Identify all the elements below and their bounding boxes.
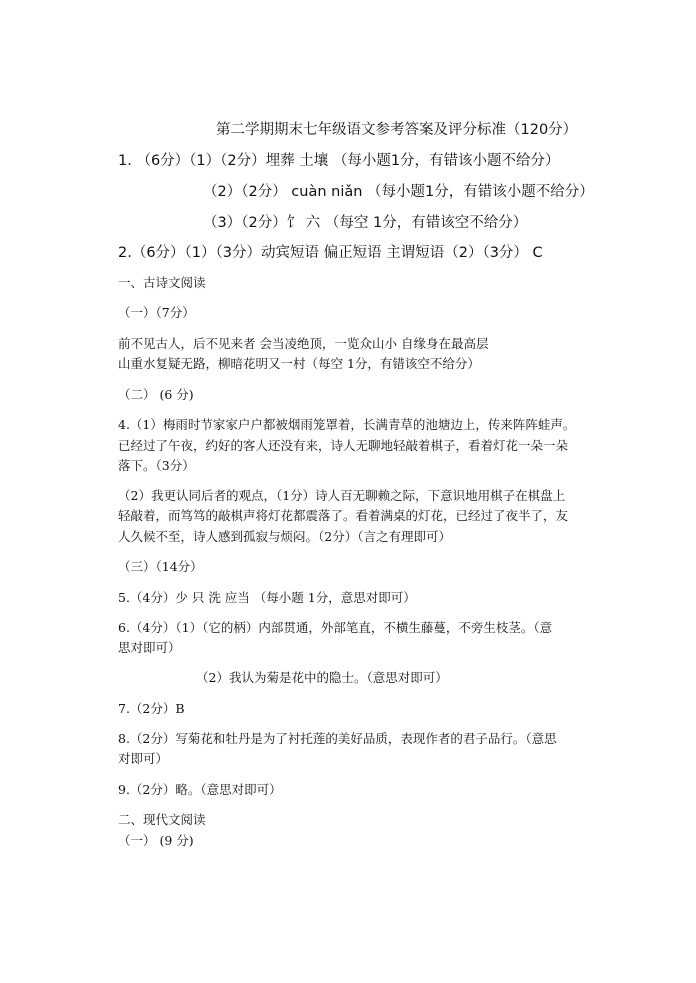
answer-q1-part1: 1. （6分）（1）（2分）埋葬 土壤 （每小题1分，有错该小题不给分） bbox=[118, 153, 560, 169]
answer-q2: 2.（6分）（1）（3分）动宾短语 偏正短语 主谓短语（2）（3分） C bbox=[118, 245, 543, 261]
answer-q1-part3: （3）（2分）饣 六 （每空 1分，有错该空不给分） bbox=[203, 215, 528, 231]
section-heading-classical: 一、古诗文阅读 bbox=[118, 275, 206, 290]
answer-q4-2-line3: 人久候不至，诗人感到孤寂与烦闷。（2分）（言之有理即可） bbox=[118, 529, 451, 544]
answer-q4-1-line2: 已经过了午夜，约好的客人还没有来，诗人无聊地轻敲着棋子，看着灯花一朵一朵 bbox=[118, 438, 569, 453]
answer-q4-2-line2: 轻敲着，而笃笃的敲棋声将灯花都震落了。看着满桌的灯花，已经过了夜半了，友 bbox=[118, 508, 569, 523]
subsection-heading-2: （二） (6 分) bbox=[118, 387, 194, 402]
answer-q1-part2: （2）（2分） cuàn niǎn （每小题1分，有错该小题不给分） bbox=[203, 184, 594, 200]
answer-q3-line2: 山重水复疑无路，柳暗花明又一村（每空 1分，有错该空不给分） bbox=[118, 356, 480, 371]
answer-q6-1-line1: 6.（4分）（1）（它的柄）内部贯通，外部笔直，不横生藤蔓，不旁生枝茎。（意 bbox=[118, 620, 553, 635]
answer-q8-line2: 对即可） bbox=[118, 751, 169, 766]
answer-q4-1-line1: 4.（1）梅雨时节家家户户都被烟雨笼罩着，长满青草的池塘边上，传来阵阵蛙声。 bbox=[118, 417, 576, 432]
answer-q3-line1: 前不见古人，后不见来者 会当凌绝顶，一览众山小 自缘身在最高层 bbox=[118, 336, 489, 351]
subsection-heading-1: （一）（7分） bbox=[118, 305, 195, 320]
answer-q5: 5.（4分）少 只 洗 应当 （每小题 1分，意思对即可） bbox=[118, 590, 416, 605]
answer-q6-2: （2）我认为菊是花中的隐士。（意思对即可） bbox=[196, 670, 448, 685]
answer-q7: 7.（2分）B bbox=[118, 701, 185, 716]
answer-q8-line1: 8.（2分）写菊花和牡丹是为了衬托莲的美好品质，表现作者的君子品行。（意思 bbox=[118, 731, 557, 746]
answer-q9: 9.（2分）略。（意思对即可） bbox=[118, 782, 282, 797]
answer-q4-2-line1: （2）我更认同后者的观点，（1分）诗人百无聊赖之际，下意识地用棋子在棋盘上 bbox=[118, 488, 566, 503]
subsection-heading-3: （三）（14分） bbox=[118, 559, 203, 574]
document-title: 第二学期期末七年级语文参考答案及评分标准（120分） bbox=[216, 122, 578, 138]
section-heading-modern: 二、现代文阅读 bbox=[118, 812, 206, 827]
answer-q6-1-line2: 思对即可） bbox=[118, 640, 181, 655]
answer-q4-1-line3: 落下。（3分） bbox=[118, 458, 195, 473]
subsection-heading-modern-1: （一） (9 分) bbox=[118, 833, 194, 848]
